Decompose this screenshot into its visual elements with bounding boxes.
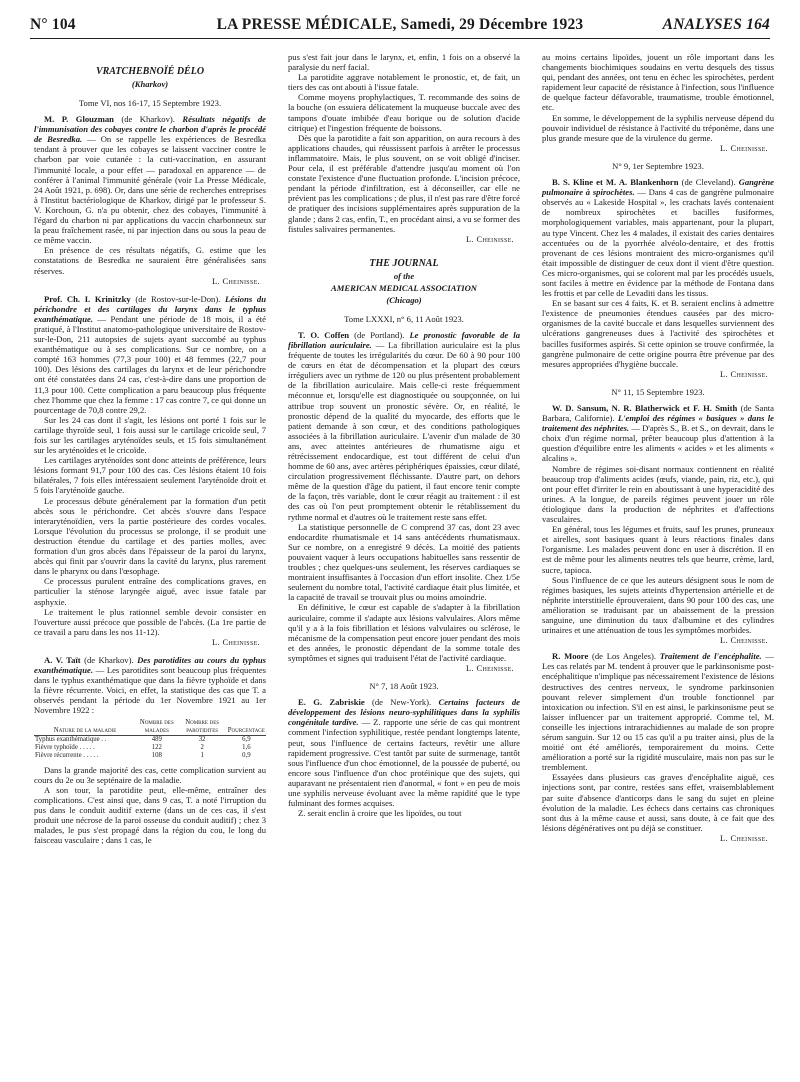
volume-line: N° 7, 18 Août 1923. (369, 681, 439, 692)
article-title: Gangrène pulmonaire à spirochètes. (542, 177, 774, 198)
column-1 (34, 52, 266, 845)
table-cell: 1,6 (242, 744, 251, 752)
article-affiliation: (de Portland). (349, 329, 410, 340)
article-author: M. P. Glouzman (44, 114, 114, 125)
table-cell: 32 (198, 735, 206, 743)
article-text: Sous l'influence de ce que les auteurs désignent sous le nom de régimes basiques, les sujets atteints d'hypertension artérielle et de néphrite interstitielle éprouveraient, dans 90 pour 100 des cas, une amélioration se traduisant par un abaissement de la pression sanguine, une diminution du taux d'albumine et des cylindres urinaires et une atténuation de tous les symptômes morbides. (542, 574, 774, 636)
article-title: Résultats négatifs de l'immunisation des cobayes contre le charbon d'après le procédé de Besredka. (34, 114, 266, 145)
article-text: Essayées dans plusieurs cas graves d'encéphalite aiguë, ces injections sont, par contre, restées sans effet, vraisemblablement par suite d'absence d'anticorps dans le sang du sujet en pleine évolution de la maladie. Les échecs dans certains cas chroniques sont dus à la même cause et aussi, sans doute, à ce fait que des lésions dégénératives ont pu déjà se constituer. (542, 772, 774, 833)
article-text: au moins certains lipoïdes, jouent un rôle important dans les changements biochimiques soudains en vertu desquels des tissus qui, pendant des années, ont tenu en échec les spirochètes, perdent rapidement leur capacité de résistance à l'infection, sous l'influence de quelque facteur défavorable, traumatisme, trouble émotionnel, etc. (542, 52, 774, 113)
page-header (30, 16, 770, 36)
header-rule (30, 38, 770, 39)
table-cell: 0,9 (242, 752, 251, 760)
column-3 (542, 52, 774, 843)
article-author: E. G. Zabriskie (298, 697, 365, 708)
article-text: — Dans 4 cas de gangrène pulmonaire observés au « Lakeside Hospital », les crachats lavés contenaient de nombreux spirochètes et bacilles fusiformes, morphologiquement variables, mais appartenant, pour la plupart, au type Vincent. Chez les 4 malades, il existait des caries dentaires accentuées ou de la pyorrhée alvéolo-dentaire, et des frottis provenant de ces lésions montraient des micro-organismes qu'il était impossible de distinguer de ceux dont il vient d'être question. Ces micro-organismes, qui se colorent mal par les procédés usuels, sont faciles à mettre en évidence par la méthode de Fontana dans les frottis et par celle de Levaditi dans les tissus. (542, 187, 774, 299)
article-text: La parotidite aggrave notablement le pronostic, et, de fait, un tiers des cas ont abouti à l'issue fatale. (288, 72, 520, 93)
article-text: La statistique personnelle de C comprend 37 cas, dont 23 avec endocardite rhumatismale et 14 sans antécédents rhumatismaux. Sur ce nombre, on a enregistré 9 décès. La moitié des patients pouvaient vaquer à leurs occupations habituelles sans ressentir de troubles ; chez quelques-uns seulement, les réserves cardiaques se montraient insuffisantes à l'occasion d'un effort insolite. Chez 1/5e seulement du nombre total, l'activité cardiaque était plus limitée, et la capacité de travail se trouvait plus ou moins amoindrie. (288, 521, 520, 603)
article-author: W. D. Sansum, N. R. Blatherwick et F. H. Smith (552, 403, 738, 413)
article-text: Dès que la parotidite a fait son apparition, on aura recours à des applications chaudes, qui réussissent parfois à arrêter le processus inflammatoire. Mais, le plus souvent, on se voit obligé d'inciser. Pour cela, il est préférable d'attendre jusqu'au moment où l'on constate l'existence d'une fluctuation profonde. L'incision précoce, pendant la période d'infiltration, est à déconseiller, car elle ne prévient pas les complications ; de plus, il n'est pas rare d'être forcé de pratiquer des incisions supplémentaires après suppuration de la glande ; dans 2 cas, enfin, T., en procédant ainsi, a vu se former des fistules salivaires permanentes. (288, 132, 520, 234)
article-affiliation: (de Rostov-sur-le-Don). (130, 293, 226, 304)
article-text: — D'après S., B. et S., on devrait, dans le choix d'un régime normal, prêter beaucoup plus d'attention à la question d'équilibre entre les aliments « acides » et les aliments « alcalins ». (542, 423, 774, 464)
article-text: A son tour, la parotidite peut, elle-même, entraîner des complications. C'est ainsi que, dans 9 cas, T. a noté l'irruption du pus dans le conduit auditif externe (dans un de ces cas, il s'est produit une nécrose de la paroi osseuse du conduit auditif) ; chez 3 malades, le pus s'est propagé dans la région du cou, le long du faisceau vasculaire ; dans 1 cas, le (34, 784, 266, 846)
article-title: L'emploi des régimes « basiques » dans le traitement des néphrites. (542, 413, 774, 434)
table-header: Pourcentage (227, 719, 266, 736)
table-cell: 489 (151, 735, 162, 743)
issue-number: N° 104 (30, 16, 76, 33)
article-text: — Z. rapporte une série de cas qui montrent comment l'infection syphilitique, restée pendant longtemps latente, peut, sous l'influence de certains facteurs, revêtir une allure rapidement progressive. C'est tantôt par suite de surmenage, tantôt sous l'influence d'un choc émotionnel, de la poussée de puberté, ou encore sous l'influence d'un choc protéinique que des sujets, qui auparavant ne présentaient rien d'anormal, « font » en peu de mois une syphilis nerveuse évoluant avec la même rapidité que le type fulminant des formes acquises. (288, 717, 520, 809)
signature: L. Cheinisse. (466, 662, 514, 673)
article-text: Nombre de régimes soi-disant normaux contiennent en réalité beaucoup trop d'aliments acides (œufs, viande, pain, riz, etc.), qui ont pour effet d'irriter le rein en aboutissant à une hyperacidité des urines. A la longue, de pareils régimes peuvent jouer un rôle étiologique dans la production de néphrites et d'affections vasculaires. (542, 463, 774, 525)
article-krinitzky (34, 294, 266, 647)
article-affiliation: (de Santa Barbara, Californie). (542, 403, 774, 424)
article-title: Traitement de l'encéphalite. (659, 651, 762, 662)
statistics-table (34, 719, 266, 761)
article-affiliation: (de Los Angeles). (588, 651, 660, 662)
article-text: Ce processus purulent entraîne des complications graves, en particulier la sténose laryngée aiguë, avec issue fatale par asphyxie. (34, 576, 266, 607)
table-row (34, 744, 266, 752)
signature: L. Cheinisse. (720, 142, 768, 153)
article-affiliation: (de Kharkov). (113, 114, 183, 125)
table-cell: Fièvre typhoïde . . . . . (35, 744, 95, 752)
article-title: Lésions du périchondre et des cartilages du larynx dans le typhus exanthématique. (34, 293, 266, 324)
article-kline (542, 177, 774, 379)
column-2 (288, 52, 520, 818)
article-text: Les cartilages aryténoïdes sont donc atteints de préférence, leurs lésions formant 91,7 pour 100 des cas. Ces lésions étaient 10 fois bilatérales, 7 fois elles intéressaient seulement l'aryténoïde droit et 5 fois l'aryténoïde gauche. (34, 455, 266, 496)
article-text: — Les cas relatés par M. tendent à prouver que le parkinsonisme post-encéphalitique n'implique pas nécessairement l'existence de lésions destructives des centres nerveux, le syndrome parkinsonien pouvant relever simplement d'un trouble fonctionnel par intoxication ou infection. S'il en est ainsi, le parkinsonisme peut se laisser influencer par un traitement approprié. Comme tel, M. conseille les injections intrarachidiennes au malade de son propre sérum sanguin. Sur 12 ou 15 cas qu'il a pu traiter ainsi, plus de la moitié ont été améliorés, temporairement du moins. Cette amélioration a porté sur la rigidité musculaire, mais non pas sur le tremblement. (542, 651, 774, 773)
signature: L. Cheinisse. (466, 233, 514, 244)
article-text: — On se rappelle les expériences de Besredka tendant à prouver que les cobayes se laissent vacciner contre le charbon par voie cutanée : la cuti-vaccination, en assurant l'immunité locale, a pour effet — paradoxal en apparence — de conférer à l'animal l'immunité générale (voir La Presse Médicale, 24 Août 1921, p. 698). Or, dans une série de recherches entreprises à l'Institut bactériologique de Kharkov, dirigé par le professeur S. V. Korchoun, G. n'a pu obtenir, chez des cobayes, l'immunité à l'égard du charbon ni par applications du vaccin charbonneux sur la peau fraîchement rasée, ni par injection dans ou sous la peau de ce même vaccin. (34, 134, 266, 246)
article-text: Sur les 24 cas dont il s'agit, les lésions ont porté 1 fois sur le cartilage thyroïde seul, 1 fois aussi sur le cartilage cricoïde seul, 7 fois sur les cartilages aryténoïdes seuls, et 15 fois simultanément sur les aryténoïdes et le cricoïde. (34, 414, 266, 456)
journal-title-ama: AMERICAN MEDICAL ASSOCIATION (331, 282, 477, 293)
article-zabriskie (288, 697, 520, 818)
journal-city: (Chicago) (386, 294, 422, 305)
article-moore (542, 651, 774, 843)
table-cell: Typhus exanthématique . . (35, 735, 107, 743)
article-text: — Les parotidites sont beaucoup plus fréquentes dans le typhus exanthématique que dans la fièvre typhoïde et dans la fièvre récurrente. Voici, en effet, la statistique des cas que T. a observés pendant la période du 1er Novembre 1921 au 1er Novembre 1922 : (34, 665, 266, 716)
article-author: B. S. Kline et M. A. Blankenhorn (552, 177, 679, 188)
volume-line: N° 11, 15 Septembre 1923. (611, 386, 705, 397)
article-text: En définitive, le cœur est capable de s'adapter à la fibrillation auriculaire, comme il s'adapte aux lésions valvulaires. Alors même qu'il y a à la fois fibrillation et lésions valvulaires ou sclérose, le mécanisme de la compensation peut encore jouer pendant des mois et des années, le pronostic dépendant de la somme totale des symptômes et signes qui traduisent l'état de l'activité cardiaque. (288, 602, 520, 663)
article-text: Le processus débute généralement par la formation d'un petit abcès sous le périchondre. Cet abcès s'ouvre dans l'espace interaryténoïdien, vers la partie postérieure des cordes vocales. Lorsque l'évolution du processus se prolonge, il se produit une destruction étendue du cartilage et des parties molles, avec formation d'un gros abcès dans l'épaisseur de la paroi du larynx, abcès qui finit par s'ouvrir dans la cavité du larynx, plus rarement dans le pharynx ou dans l'œsophage. (34, 495, 266, 577)
table-cell: 122 (151, 744, 162, 752)
signature: L. Cheinisse. (720, 832, 768, 843)
table-header: Nombre des malades (136, 719, 178, 736)
article-text: Dans la grande majorité des cas, cette complication survient au cours du 2e ou 3e septénaire de la maladie. (34, 764, 266, 785)
article-affiliation: (de Cleveland). (678, 177, 739, 188)
article-text: Comme moyens prophylactiques, T. recommande des soins de la bouche (on essuiera délicatement la muqueuse buccale avec des tampons d'ouate imbibée d'eau borique ou de solution d'acide citrique) et l'ingestion fréquente de boissons. (288, 92, 520, 133)
article-coffen (288, 330, 520, 673)
article-title: Le pronostic favorable de la fibrillation auriculaire. (288, 329, 520, 350)
volume-line: Tome LXXXI, n° 6, 11 Août 1923. (344, 313, 464, 324)
article-title: Des parotidites au cours du typhus exanthématique. (34, 654, 267, 676)
article-sansum (542, 403, 774, 645)
article-author: T. O. Coffen (298, 329, 350, 340)
journal-title-of: of the (393, 270, 415, 281)
signature: L. Cheinisse. (212, 636, 260, 647)
table-header: Nature de la maladie (34, 719, 136, 736)
signature: L. Cheinisse. (720, 635, 768, 646)
table-row (34, 735, 266, 744)
article-affiliation: (de Kharkov). (80, 654, 138, 665)
article-text: Le traitement le plus rationnel semble devoir consister en l'ouverture aussi précoce que possible de l'abcès. (La 1re partie de ce travail a paru dans les nos 11-12). (34, 606, 266, 637)
volume-line: Tome VI, nos 16-17, 15 Septembre 1923. (78, 98, 222, 108)
journal-city: (Kharkov) (131, 79, 169, 89)
signature: L. Cheinisse. (212, 275, 260, 286)
table-cell: Fièvre récurrente . . . . . (35, 752, 99, 760)
article-author: R. Moore (552, 651, 589, 662)
article-glouzman (34, 114, 266, 286)
article-text: pus s'est fait jour dans le larynx, et, enfin, 1 fois on a observé la paralysie du nerf facial. (288, 52, 520, 73)
volume-line: N° 9, 1er Septembre 1923. (612, 160, 704, 171)
journal-title: THE JOURNAL (369, 257, 439, 269)
article-text: — Pendant une période de 18 mois, il a été pratiqué, à l'Institut anatomo-pathologique universitaire de Rostov-sur-le-Don, 211 autopsies de sujets ayant succombé au typhus exanthématique ou à ses complications. Sur ce nombre, on a compté 163 hommes (77,3 pour 100) et 48 femmes (22,7 pour 100). Des lésions des cartilages du larynx et de leur périchondre ont été constatées dans 24 cas, c'est-à-dire dans une proportion de 11,3 pour 100. Cette complication a paru beaucoup plus fréquente chez l'homme que chez la femme : 17 cas contre 7, ce qui donne un pourcentage de 70,8 contre 29,2. (34, 313, 266, 415)
journal-title: VRATCHEBNOÏÉ DÉLO (95, 66, 205, 77)
table-cell: 2 (200, 744, 204, 752)
table-header: Nombre des parotidites (178, 719, 227, 736)
table-cell: 6,9 (242, 735, 251, 743)
section-title: ANALYSES 164 (662, 16, 770, 33)
signature: L. Cheinisse. (720, 368, 768, 379)
article-text: En général, tous les légumes et fruits, sauf les prunes, pruneaux et airelles, sont basiques quant à leurs réactions finales dans l'organisme. Les malades peuvent donc en user à discrétion. Il en est de même pour les aliments neutres tels que beurre, crème, lard, sucre, tapioca. (542, 524, 774, 575)
article-text: En présence de ces résultats négatifs, G. estime que les constatations de Besredka ne sauraient être généralisées sans réserves. (34, 245, 266, 276)
article-author: Prof. Ch. I. Krinitzky (44, 293, 131, 304)
table-cell: 108 (151, 752, 162, 760)
article-tait (34, 655, 266, 845)
article-affiliation: (de New-York). (364, 697, 439, 708)
article-text: Z. serait enclin à croire que les lipoïdes, ou tout (298, 808, 462, 819)
table-cell: 1 (200, 752, 204, 760)
table-row (34, 752, 266, 760)
article-text: En se basant sur ces 4 faits, K. et B. seraient enclins à admettre l'existence de pneumonies étendues causées par des micro-organismes de la cavité buccale et dans lesquelles surviennent des ulcérations gangreneuses dues à l'activité des spirochètes et bacilles fusiformes aspirés. Si cette opinion se trouve confirmée, la gangrène pulmonaire de cette origine pourra être prévenue par des mesures appropriées d'hygiène buccale. (542, 298, 774, 369)
article-title: Certains facteurs de développement des lésions neuro-syphilitiques dans la syphilis congénitale tardive. (288, 697, 520, 728)
running-title: LA PRESSE MÉDICALE, Samedi, 29 Décembre 1923 (216, 16, 584, 33)
article-text: — La fibrillation auriculaire est la plus fréquente de toutes les irrégularités du cœur. De 60 à 90 pour 100 de cœurs en état de décompensation et la plupart des cœurs irréguliers avec un rythme de 120 ou plus présentent probablement de la fibrillation auriculaire. Mais celle-ci reste fréquemment méconnue et, lorsqu'elle est diagnostiquée ou soupçonnée, on lui attribue trop souvent un pronostic sévère. Or, en réalité, le pronostic dépend de la qualité du myocarde, des efforts que le patient demande à son cœur, et des conditions pathologiques associées à la fibrillation auriculaire. L'avenir d'un malade de 30 ans, avec atteintes antérieures de rhumatisme aigu et rétrécissement endocardique, est tout différent de celui d'un homme de 60 ans, avec artères périphériques épaissies, cœur dilaté, circulation progressivement fléchissante. D'autre part, on dehors même de la question d'âge du patient, il faut encore tenir compte de la façon, très variable, dont le cœur réagit au traitement : il est des cas où l'on peut promptement obtenir le rétablissement du rythme normal et d'autres où le traitement reste sans effet. (288, 339, 521, 522)
article-author: A. V. Taït (44, 654, 81, 665)
article-text: En somme, le développement de la syphilis nerveuse dépend du pouvoir individuel de résistance à l'activité du tréponème, dans une plus grande mesure que de la virulence du germe. (542, 112, 774, 143)
